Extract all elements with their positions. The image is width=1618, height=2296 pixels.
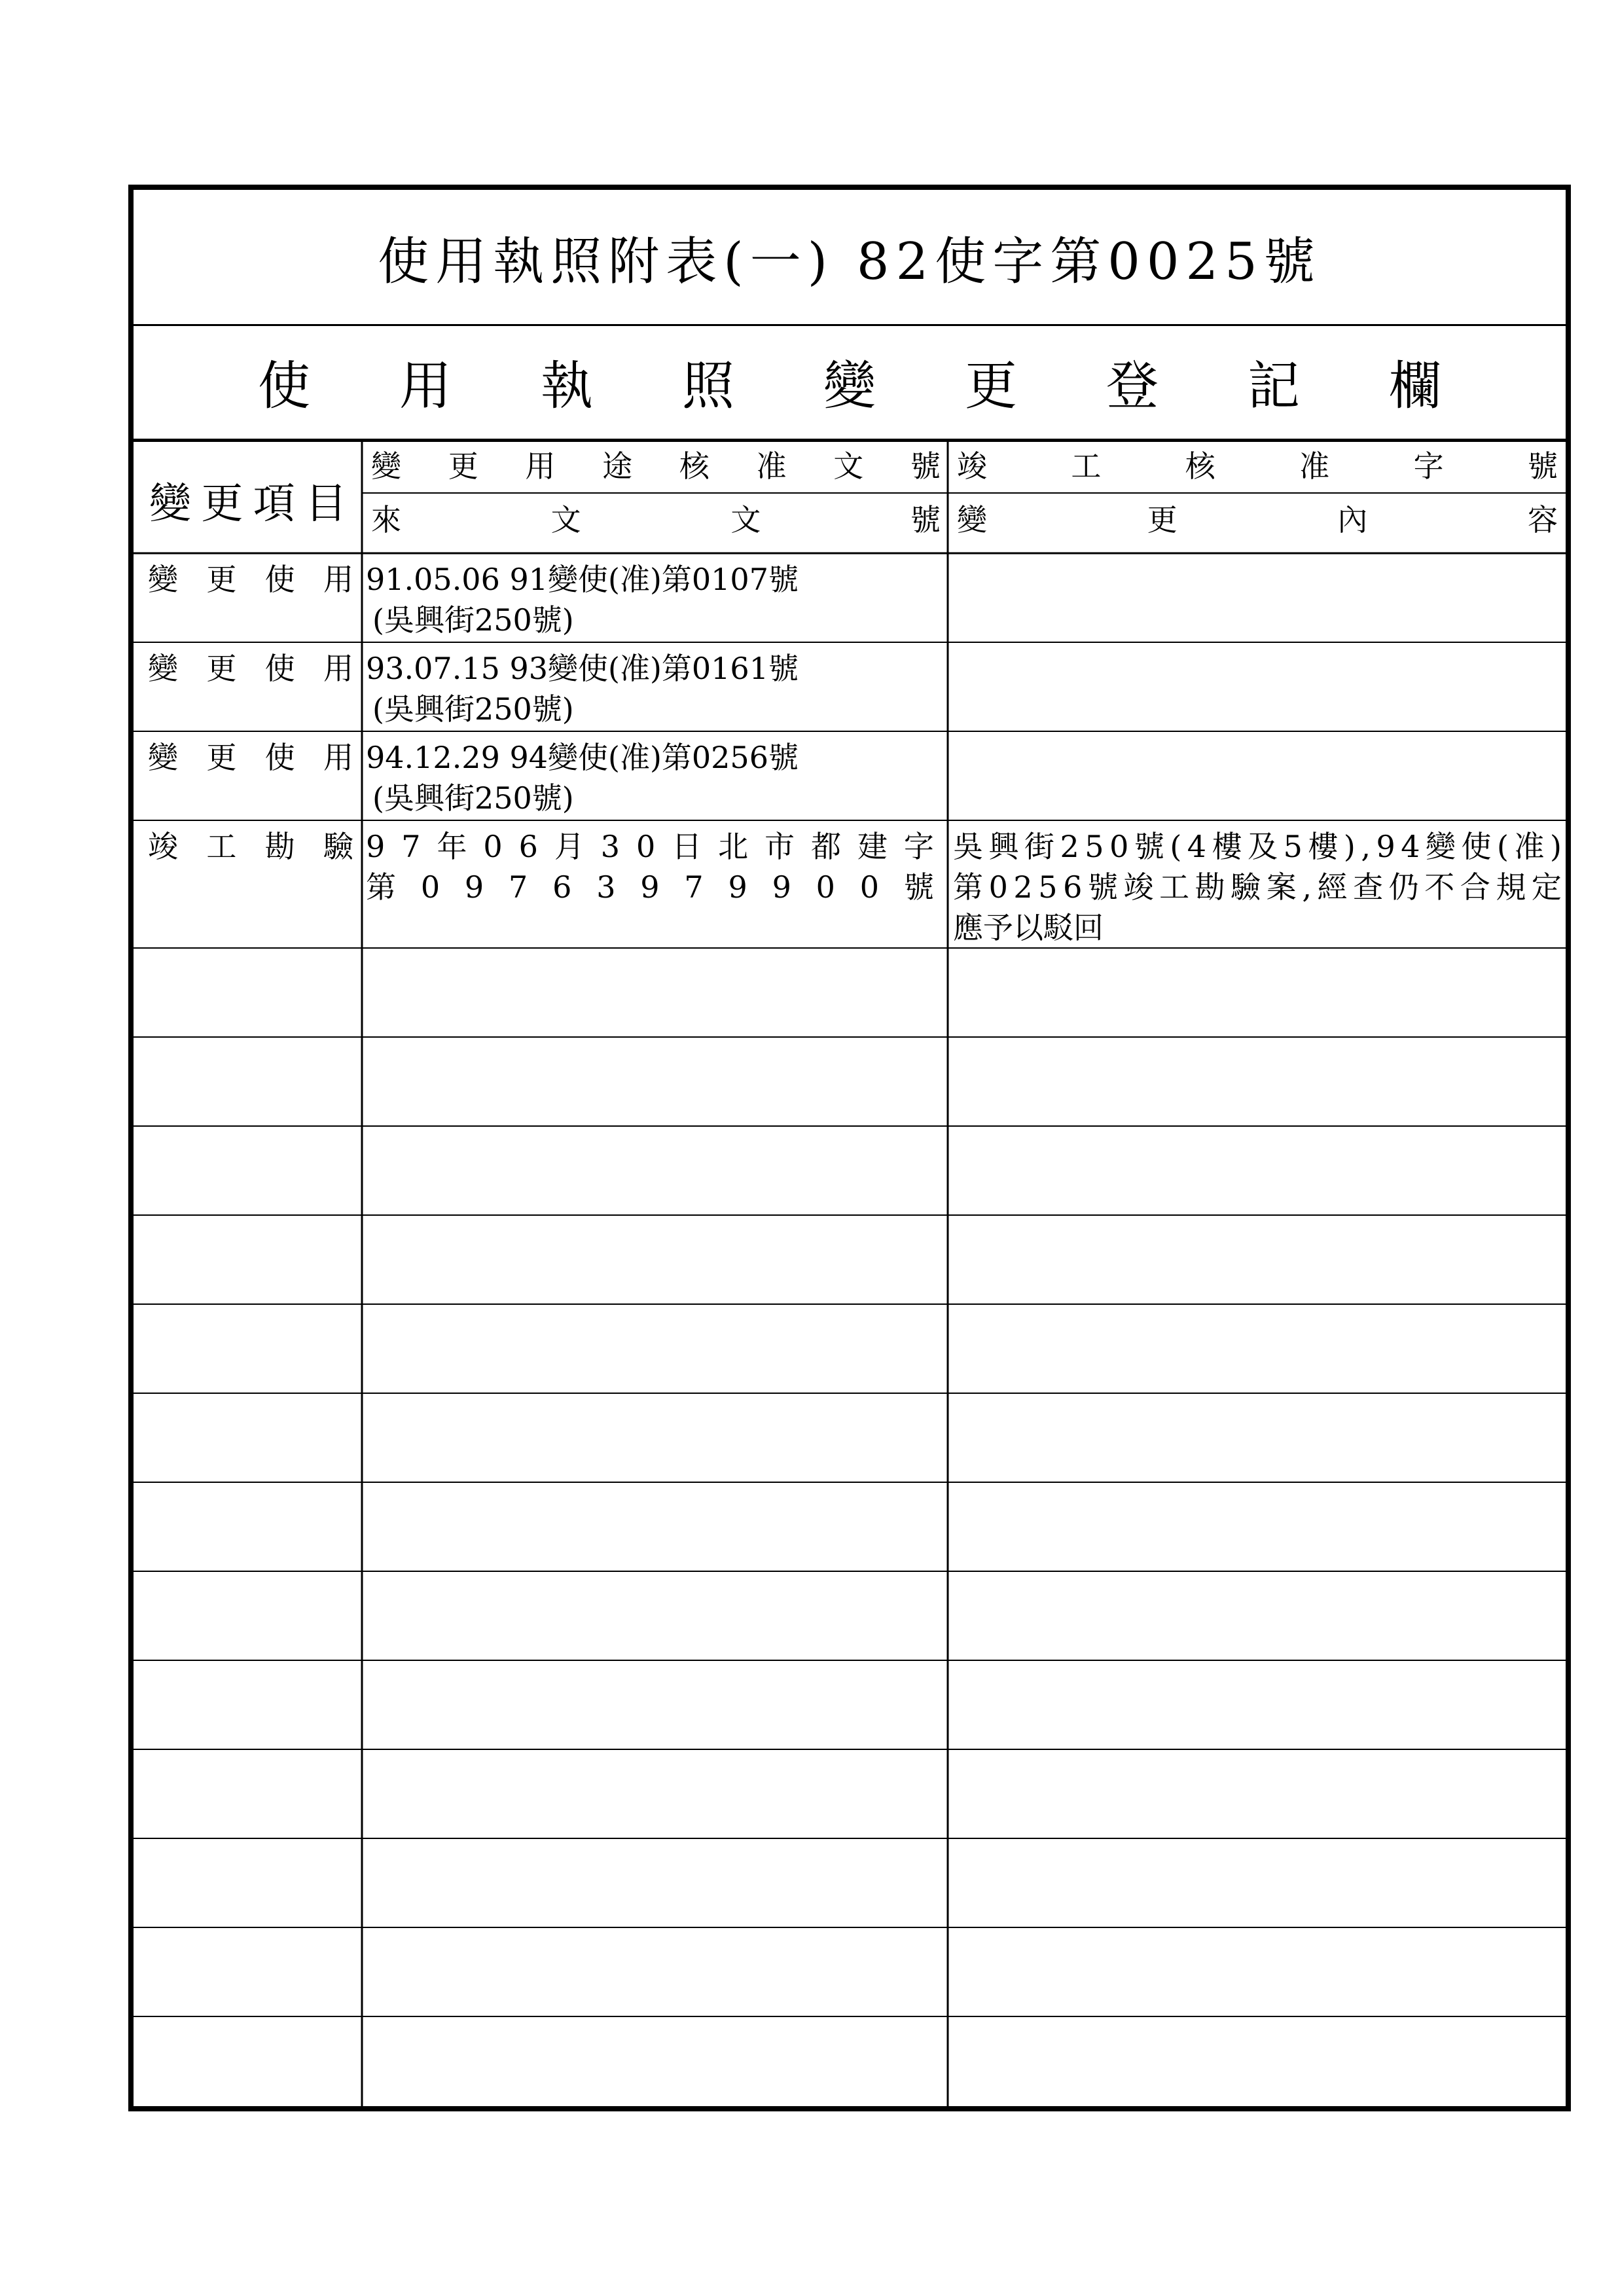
row-doc-line-1 [366,824,942,869]
doc-char: 0 [420,869,440,905]
content-char: 驗 [1231,869,1261,905]
doc-char: 3 [600,829,620,864]
content-char: 興 [988,829,1019,864]
subtitle-char: 登 [1106,355,1159,416]
row-item [140,557,360,602]
doc-char: 7 [401,829,421,864]
subtitle-char: 用 [399,355,452,416]
item-char: 使 [264,651,295,686]
content-char: 9 [1376,829,1395,864]
doc-char: 6 [518,829,538,864]
item-char: 使 [264,740,295,775]
content-char: 不 [1424,869,1455,905]
content-char: 變 [1426,829,1456,864]
doc-char: 號 [903,869,934,905]
content-char: 號 [1134,829,1164,864]
doc-char: 9 [366,829,386,864]
item-char: 更 [206,562,237,597]
row-doc-line-2: (吳興街250號) [372,691,574,727]
content-char: 4 [1401,829,1420,864]
content-char: 仍 [1388,869,1419,905]
doc-char: 月 [554,829,584,864]
item-char: 更 [206,651,237,686]
doc-char: 0 [816,869,835,905]
subtitle-char: 欄 [1389,355,1441,416]
row-item [140,824,360,869]
content-char: ) [1549,829,1562,864]
header-char: 文 [833,448,864,484]
doc-char: 0 [636,829,656,864]
column-header-approval-doc [369,444,943,491]
header-char: 項 [253,480,295,528]
row-content-line-1 [953,824,1562,869]
subtitle-char: 更 [965,355,1017,416]
content-char: 樓 [1212,829,1242,864]
header-char: 准 [1299,448,1330,484]
content-char: 街 [1024,829,1054,864]
content-char: 5 [1283,829,1303,864]
row-doc-line-1: 93.07.15 93變使(准)第0161號 [366,651,799,686]
header-char: 號 [910,502,941,538]
subtitle-char: 照 [682,355,734,416]
item-char: 用 [323,562,353,597]
content-char: 5 [1085,829,1104,864]
header-char: 更 [1147,502,1178,538]
content-char: 6 [1063,869,1083,905]
content-char: , [1361,829,1371,864]
row-doc-line-2: (吳興街250號) [372,602,574,638]
content-char: 0 [988,869,1008,905]
content-char: 5 [1038,869,1058,905]
doc-char: 都 [811,829,841,864]
doc-char: 9 [464,869,484,905]
header-char: 字 [1413,448,1444,484]
row-doc-line-2: (吳興街250號) [372,780,574,816]
content-char: 勘 [1195,869,1225,905]
header-char: 變 [149,480,191,528]
item-char: 驗 [323,829,353,864]
column-header-item [140,442,356,558]
header-char: 變 [957,502,987,538]
content-char: 經 [1317,869,1348,905]
row-item [140,735,360,780]
content-char: 規 [1496,869,1526,905]
content-char: 2 [1060,829,1079,864]
subtitle-char: 變 [823,355,876,416]
doc-char: 北 [718,829,749,864]
form-subtitle [134,324,1566,442]
row-content-line-3: 應予以駁回 [953,910,1104,945]
header-char: 更 [201,480,243,528]
content-char: 號 [1087,869,1118,905]
doc-char: 0 [859,869,880,905]
doc-char: 3 [596,869,616,905]
item-char: 使 [264,562,295,597]
content-char: , [1302,869,1312,905]
content-char: 工 [1159,869,1190,905]
content-char: ( [1170,829,1182,864]
header-char: 容 [1527,502,1558,538]
doc-char: 市 [764,829,795,864]
column-header-completion-doc [954,444,1560,491]
item-char: 更 [206,740,237,775]
content-char: 竣 [1123,869,1154,905]
subtitle-char: 執 [541,355,593,416]
content-char: 及 [1248,829,1278,864]
item-char: 工 [206,829,237,864]
doc-char: 7 [509,869,528,905]
row-doc-line-1: 94.12.29 94變使(准)第0256號 [366,740,799,775]
registration-form [128,185,1571,2111]
row-item [140,646,360,691]
doc-char: 建 [857,829,888,864]
header-char: 文 [730,502,761,538]
doc-char: 0 [483,829,503,864]
column-header-change-content [954,498,1560,545]
header-char: 文 [550,502,581,538]
content-char: ( [1497,829,1509,864]
doc-char: 日 [672,829,702,864]
row-doc-line-1: 91.05.06 91變使(准)第0107號 [366,562,799,597]
doc-char: 9 [640,869,660,905]
header-char: 准 [756,448,787,484]
doc-char: 6 [552,869,572,905]
item-char: 變 [148,740,178,775]
header-char: 途 [602,448,633,484]
content-char: 案 [1266,869,1297,905]
header-char: 號 [1527,448,1558,484]
header-char: 更 [448,448,478,484]
row-content-line-2 [953,865,1562,909]
header-char: 核 [679,448,710,484]
header-char: 工 [1071,448,1102,484]
content-char: 定 [1531,869,1562,905]
header-char: 竣 [957,448,987,484]
item-char: 變 [148,562,178,597]
header-char: 號 [910,448,941,484]
header-char: 用 [525,448,556,484]
header-char: 來 [371,502,401,538]
content-char: 吳 [953,829,983,864]
item-char: 用 [323,740,353,775]
subtitle-char: 記 [1248,355,1300,416]
doc-char: 年 [437,829,467,864]
doc-char: 9 [728,869,747,905]
header-char: 變 [371,448,401,484]
subtitle-char: 使 [258,355,310,416]
content-char: ) [1343,829,1356,864]
content-char: 使 [1461,829,1492,864]
content-char: 樓 [1308,829,1339,864]
header-char: 核 [1185,448,1215,484]
header-char: 目 [304,480,347,528]
header-char: 內 [1337,502,1368,538]
content-char: 0 [1109,829,1129,864]
doc-char: 字 [903,829,934,864]
content-char: 查 [1353,869,1384,905]
content-char: 准 [1514,829,1545,864]
content-char: 第 [953,869,983,905]
item-char: 用 [323,651,353,686]
content-char: 4 [1187,829,1207,864]
column-header-incoming-doc [369,498,943,545]
doc-char: 7 [684,869,704,905]
content-char: 合 [1460,869,1490,905]
item-char: 變 [148,651,178,686]
item-char: 勘 [264,829,295,864]
page-title: 使用執照附表(一) 82使字第0025號 [134,190,1566,326]
doc-char: 9 [772,869,791,905]
doc-char: 第 [366,869,396,905]
row-doc-line-2 [366,865,942,909]
item-char: 竣 [148,829,178,864]
content-char: 2 [1013,869,1033,905]
